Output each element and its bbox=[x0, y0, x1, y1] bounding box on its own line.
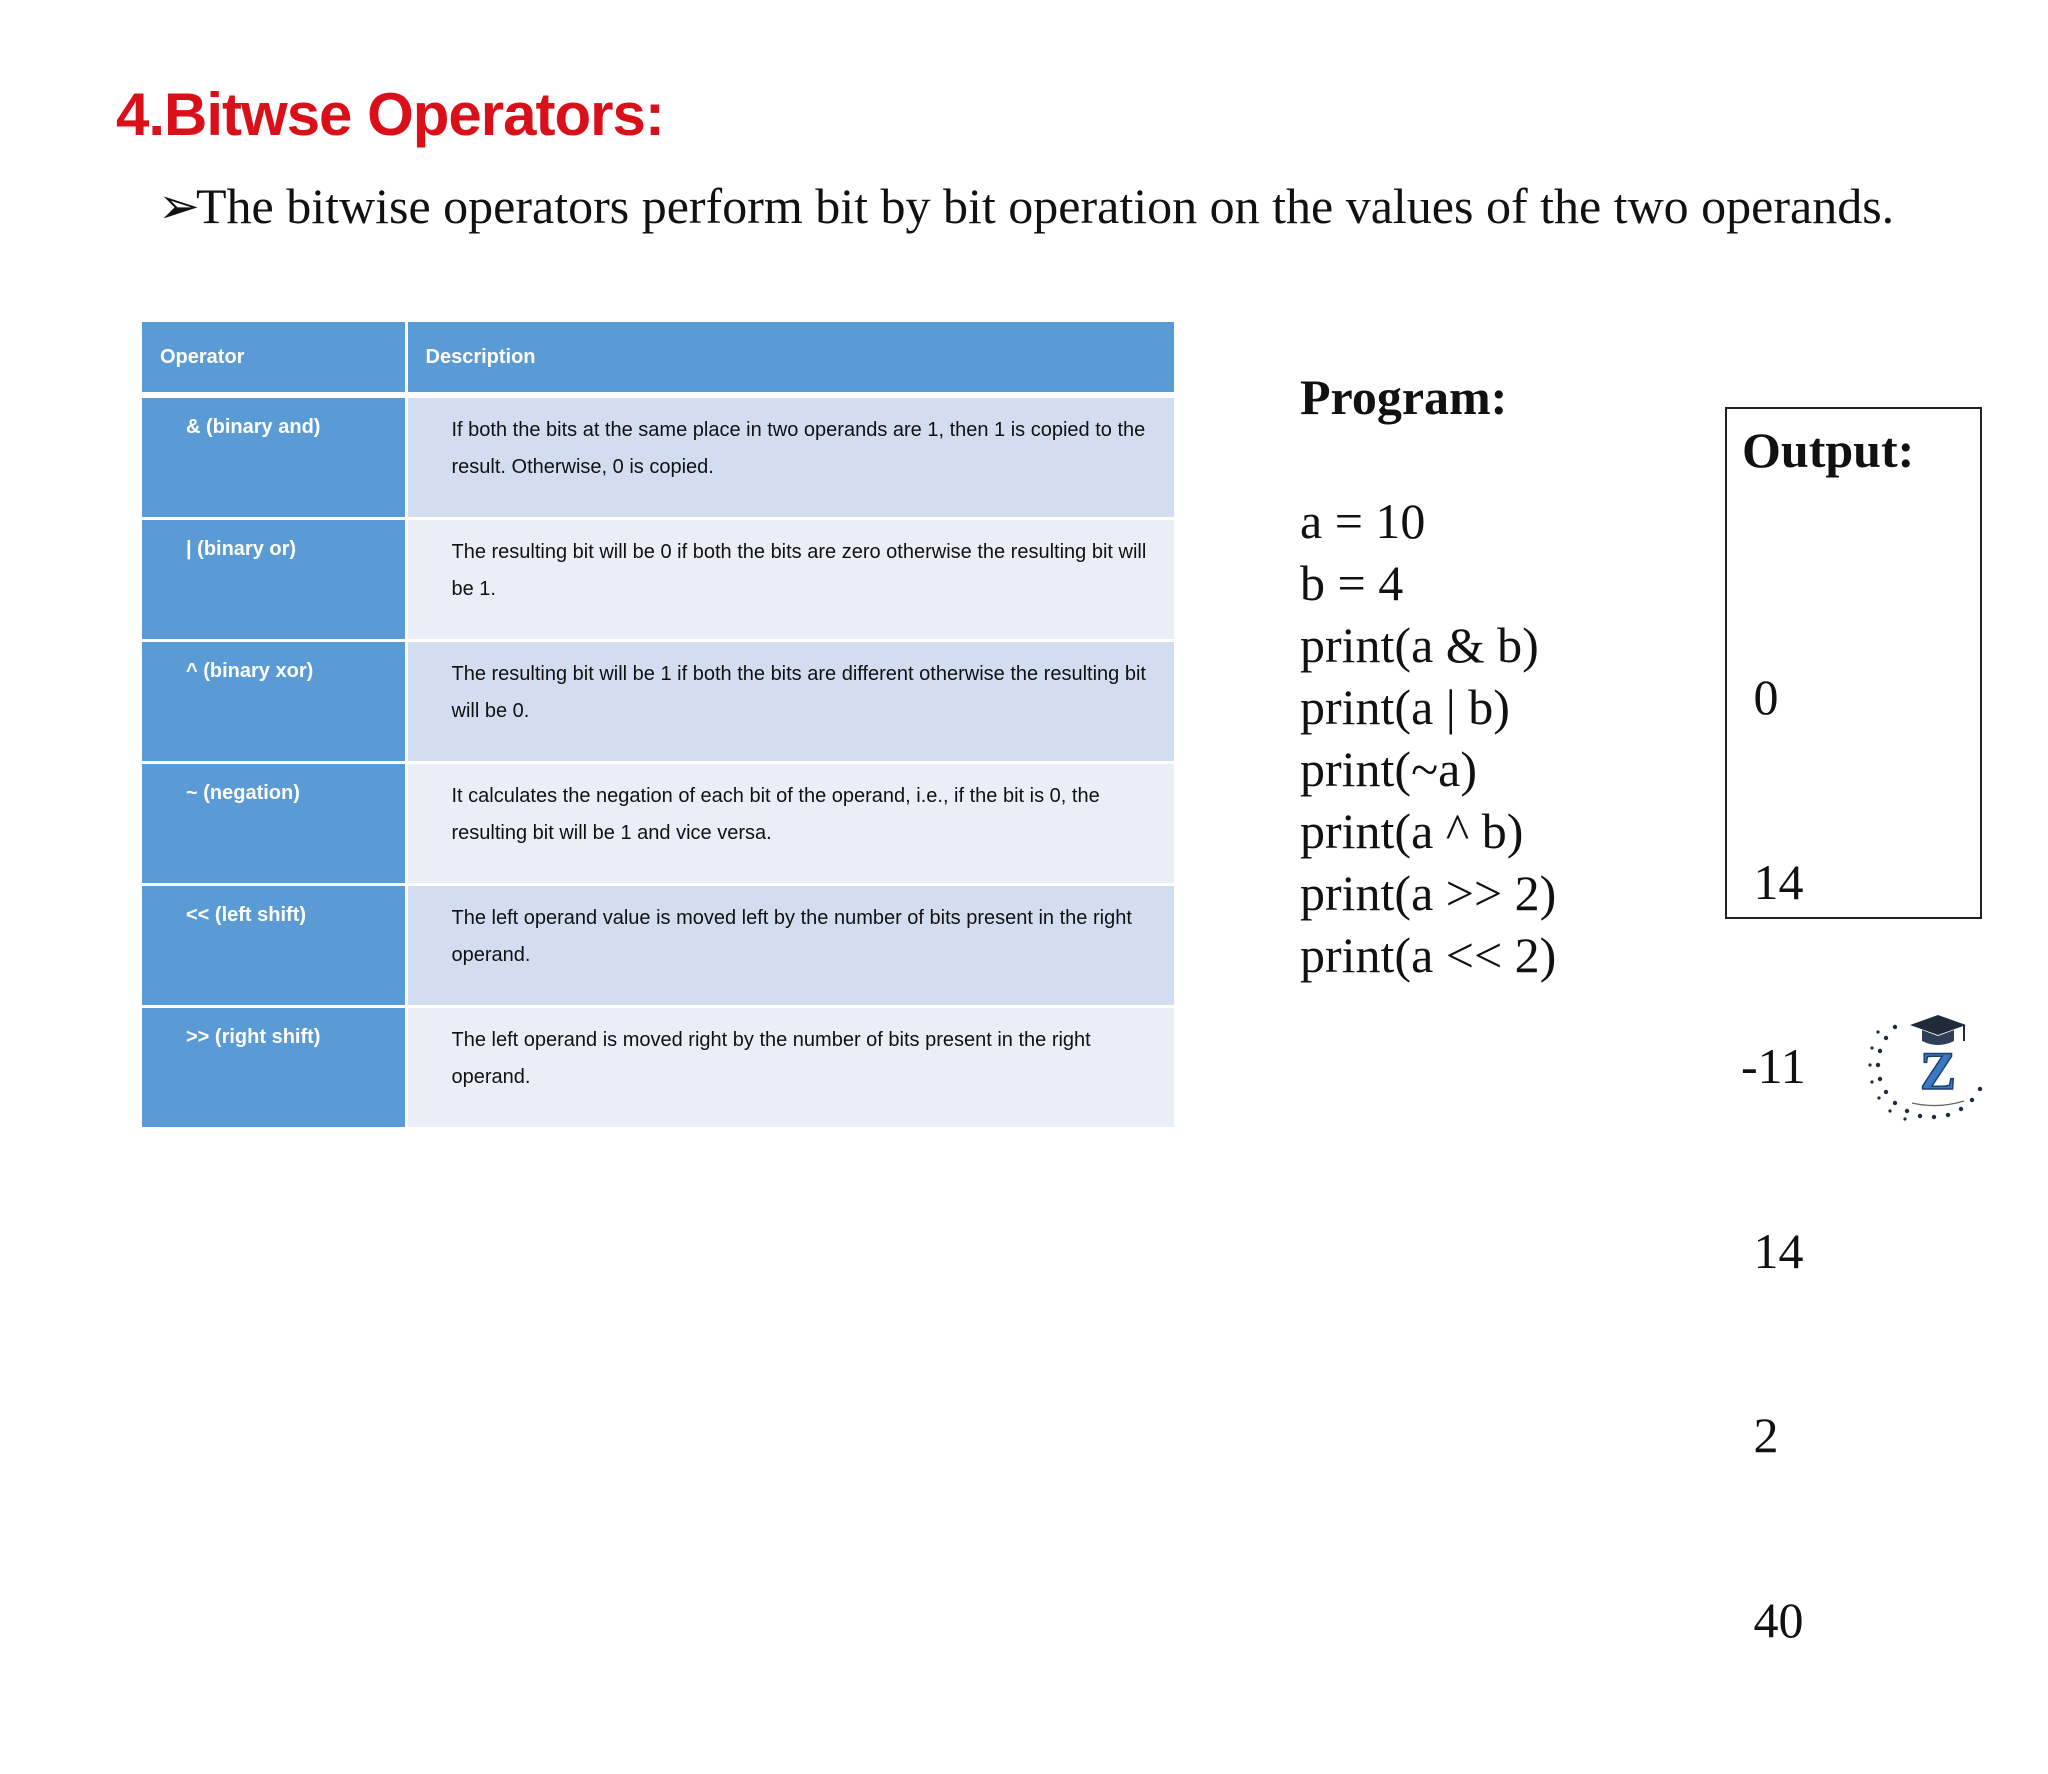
output-box bbox=[1725, 407, 1982, 1648]
output-heading: Output: bbox=[1742, 422, 1915, 478]
code-line: a = 10 bbox=[1300, 493, 1426, 549]
output-line: 40 bbox=[1741, 1591, 1804, 1648]
code-line: b = 4 bbox=[1300, 555, 1404, 611]
description-cell: It calculates the negation of each bit of the operand, i.e., if the bit is 0, the resulting bit will be 1 and vice versa. bbox=[406, 763, 1174, 885]
output-line: 2 bbox=[1741, 1407, 1779, 1463]
description-cell: The resulting bit will be 1 if both the bits are different otherwise the resulting bit will be 0. bbox=[406, 641, 1174, 763]
table-row bbox=[142, 885, 1174, 1007]
description-cell: The left operand value is moved left by the number of bits present in the right operand. bbox=[406, 885, 1174, 1007]
output-values bbox=[1741, 544, 1806, 1774]
code-line: print(a ^ b) bbox=[1300, 803, 1524, 859]
arrow-bullet-icon: ➢ bbox=[158, 178, 200, 234]
operator-cell: ~ (negation) bbox=[142, 763, 406, 885]
code-line: print(a << 2) bbox=[1300, 927, 1557, 983]
operator-cell: ^ (binary xor) bbox=[142, 641, 406, 763]
description-cell: If both the bits at the same place in two operands are 1, then 1 is copied to the result. Otherwise, 0 is copied. bbox=[406, 395, 1174, 519]
logo-letter: Z bbox=[1919, 1041, 1957, 1101]
operator-cell: & (binary and) bbox=[142, 395, 406, 519]
code-line: print(a & b) bbox=[1300, 617, 1539, 673]
header-operator: Operator bbox=[142, 322, 406, 395]
output-line: 0 bbox=[1741, 669, 1779, 725]
description-cell: The left operand is moved right by the number of bits present in the right operand. bbox=[406, 1007, 1174, 1129]
header-description: Description bbox=[406, 322, 1174, 395]
operator-cell: >> (right shift) bbox=[142, 1007, 406, 1129]
operators-table bbox=[142, 322, 1174, 1130]
code-line: print(~a) bbox=[1300, 741, 1477, 797]
table-row bbox=[142, 641, 1174, 763]
program-code bbox=[1300, 490, 1556, 986]
program-heading: Program: bbox=[1300, 369, 1508, 425]
operator-cell: << (left shift) bbox=[142, 885, 406, 1007]
description-cell: The resulting bit will be 0 if both the bits are zero otherwise the resulting bit will be 1. bbox=[406, 519, 1174, 641]
graduation-cap-z-logo-icon bbox=[1860, 1005, 2005, 1125]
code-line: print(a | b) bbox=[1300, 679, 1510, 735]
operator-cell: | (binary or) bbox=[142, 519, 406, 641]
slide-title: 4.Bitwse Operators: bbox=[116, 81, 664, 148]
bullet-point bbox=[158, 178, 1898, 234]
output-line: -11 bbox=[1741, 1038, 1806, 1094]
table-row bbox=[142, 519, 1174, 641]
output-line: 14 bbox=[1741, 1222, 1804, 1279]
code-line: print(a >> 2) bbox=[1300, 865, 1557, 921]
table-row bbox=[142, 1007, 1174, 1129]
output-line: 14 bbox=[1741, 853, 1804, 910]
table-header-row bbox=[142, 322, 1174, 395]
bullet-text: The bitwise operators perform bit by bit operation on the values of the two operands. bbox=[196, 178, 1895, 234]
table-row bbox=[142, 763, 1174, 885]
table-row bbox=[142, 395, 1174, 519]
